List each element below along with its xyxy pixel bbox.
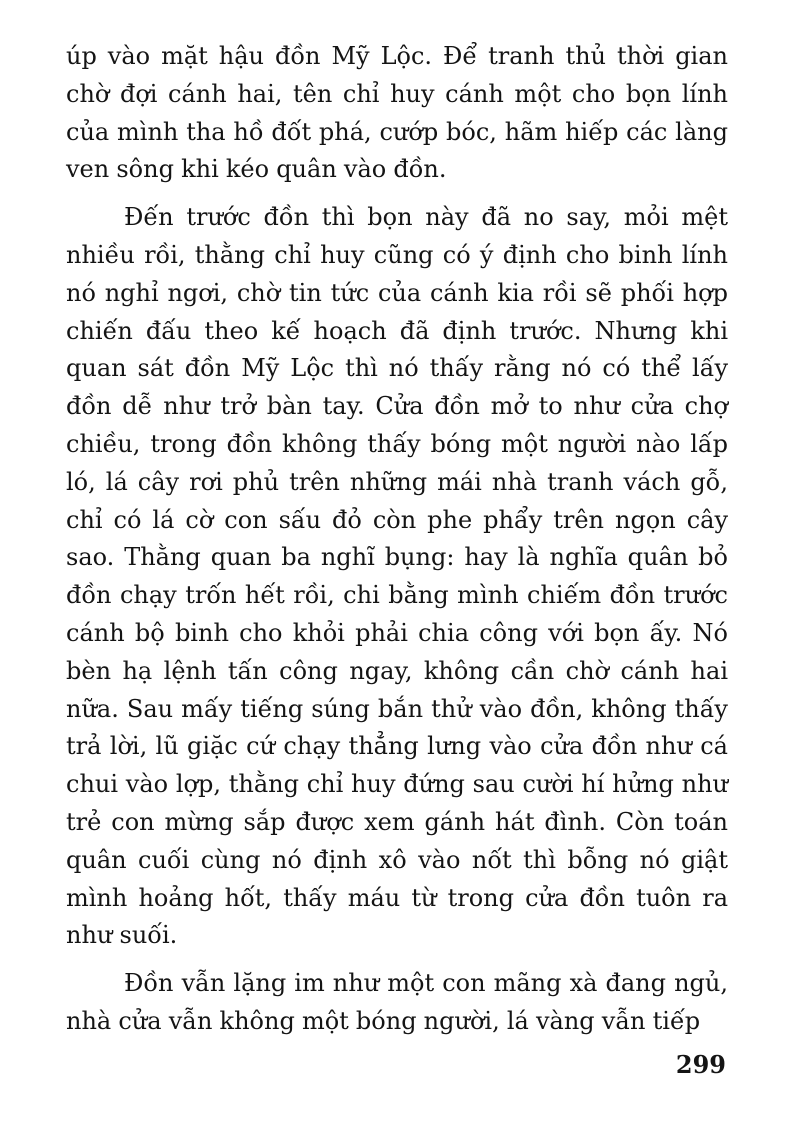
paragraph-2: Đến trước đồn thì bọn này đã no say, mỏi mệt nhiều rồi, thằng chỉ huy cũng có ý định cho binh lính nó nghỉ ngơi, chờ tin tức của cánh kia rồi sẽ phối hợp chiến đấu theo kế hoạch đã định trước. Nhưng khi quan sát đồn Mỹ Lộc thì nó thấy rằng nó có thể lấy đồn dễ như trở bàn tay. Cửa đồn mở to như cửa chợ chiều, trong đồn không thấy bóng một người nào lấp ló, lá cây rơi phủ trên những mái nhà tranh vách gỗ, chỉ có lá cờ con sấu đỏ còn phe phẩy trên ngọn cây sao. Thằng quan ba nghĩ bụng: hay là nghĩa quân bỏ đồn chạy trốn hết rồi, chi bằng mình chiếm đồn trước cánh bộ binh cho khỏi phải chia công với bọn ấy. Nó bèn hạ lệnh tấn công ngay, không cần chờ cánh hai nữa. Sau mấy tiếng súng bắn thử vào đồn, không thấy trả lời, lũ giặc cứ chạy thẳng lưng vào cửa đồn như cá chui vào lợp, thằng chỉ huy đứng sau cười hí hửng như trẻ con mừng sắp được xem gánh hát đình. Còn toán quân cuối cùng nó định xô vào nốt thì bỗng nó giật mình hoảng hốt, thấy máu từ trong cửa đồn tuôn ra như suối. [66,203,728,950]
page-body [66,38,728,1051]
paragraph-3: Đồn vẫn lặng im như một con mãng xà đang ngủ, nhà cửa vẫn không một bóng người, lá vàng vẫn tiếp [66,969,728,1035]
page-number: 299 [675,1050,726,1079]
paragraph-1: úp vào mặt hậu đồn Mỹ Lộc. Để tranh thủ thời gian chờ đợi cánh hai, tên chỉ huy cánh một cho bọn lính của mình tha hồ đốt phá, cướp bóc, hãm hiếp các làng ven sông khi kéo quân vào đồn. [66,42,728,184]
